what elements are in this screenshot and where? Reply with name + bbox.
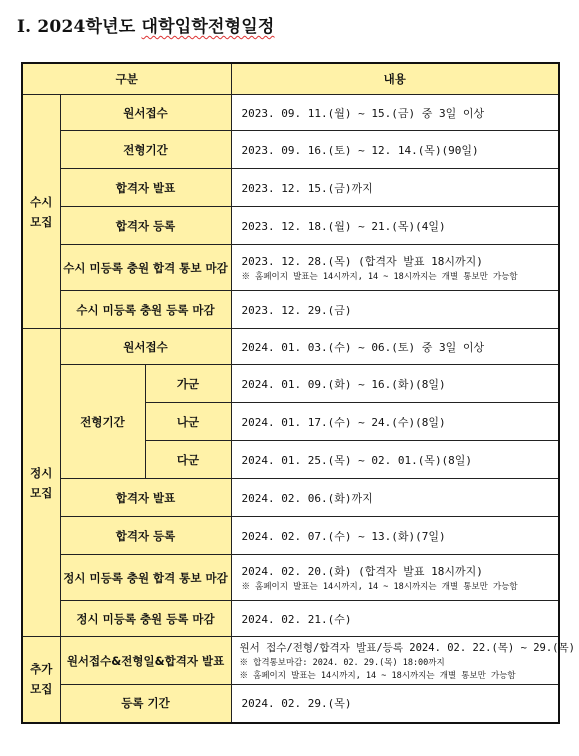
row-value: 2024. 01. 25.(목) ~ 02. 01.(목)(8일): [231, 441, 559, 479]
category-line: 모집: [30, 682, 53, 697]
category-line: 수시: [30, 194, 53, 209]
row-label: 원서접수&전형일&합격자 발표: [60, 637, 231, 685]
category-jeongsi: [22, 329, 60, 637]
group-label: 가군: [145, 365, 231, 403]
value-note: ※ 홈페이지 발표는 14시까지, 14 ~ 18시까지는 개별 통보만 가능함: [241, 582, 518, 592]
row-value: 2023. 12. 15.(금)까지: [231, 169, 559, 207]
row-label: 등록 기간: [60, 685, 231, 723]
value-line: 2023. 12. 28.(목) (합격자 발표 18시까지): [241, 255, 483, 268]
row-label: 정시 미등록 충원 합격 통보 마감: [60, 555, 231, 601]
table-row: [22, 245, 559, 291]
table-row: [22, 291, 559, 329]
value-line: 원서 접수/전형/합격자 발표/등록 2024. 02. 22.(목) ~ 29.(목): [239, 642, 575, 654]
row-label: 합격자 등록: [60, 517, 231, 555]
page-title: [17, 12, 274, 37]
value-line: 2024. 02. 20.(화) (합격자 발표 18시까지): [241, 565, 483, 578]
table-row: [22, 479, 559, 517]
row-value: [231, 637, 575, 685]
value-note: ※ 홈페이지 발표는 14시까지, 14 ~ 18시까지는 개별 통보만 가능함: [241, 272, 518, 282]
table-header-row: [22, 63, 559, 95]
row-label: 합격자 발표: [60, 169, 231, 207]
category-line: 정시: [30, 465, 53, 480]
row-value: 2023. 12. 18.(월) ~ 21.(목)(4일): [231, 207, 559, 245]
table-row: [22, 517, 559, 555]
table-row: [22, 601, 559, 637]
row-label: 원서접수: [60, 329, 231, 365]
row-label: 수시 미등록 충원 등록 마감: [60, 291, 231, 329]
row-value: 2024. 02. 21.(수): [231, 601, 559, 637]
category-susi: [22, 95, 60, 329]
table-row: [22, 365, 559, 403]
header-content: 내용: [231, 63, 559, 95]
table-row: [22, 95, 559, 131]
category-line: 모집: [30, 485, 53, 500]
table-row: [22, 329, 559, 365]
period-label: 전형기간: [60, 365, 145, 479]
row-label: 합격자 등록: [60, 207, 231, 245]
category-chuga: [22, 637, 60, 723]
row-value: 2024. 01. 17.(수) ~ 24.(수)(8일): [231, 403, 559, 441]
table-row: [22, 637, 559, 685]
row-label: 원서접수: [60, 95, 231, 131]
category-line: 모집: [30, 214, 53, 229]
table-row: [22, 555, 559, 601]
header-category: 구분: [22, 63, 231, 95]
group-label: 다군: [145, 441, 231, 479]
row-value: 2023. 12. 29.(금): [231, 291, 559, 329]
value-note: ※ 홈페이지 발표는 14시까지, 14 ~ 18시까지는 개별 통보만 가능함: [239, 671, 516, 681]
group-label: 나군: [145, 403, 231, 441]
row-label: 정시 미등록 충원 등록 마감: [60, 601, 231, 637]
title-underlined: 대학입학전형일정: [141, 17, 275, 37]
row-label: 전형기간: [60, 131, 231, 169]
row-value: 2023. 09. 11.(월) ~ 15.(금) 중 3일 이상: [231, 95, 559, 131]
row-value: 2024. 02. 07.(수) ~ 13.(화)(7일): [231, 517, 559, 555]
table-row: [22, 169, 559, 207]
row-value: 2024. 02. 06.(화)까지: [231, 479, 559, 517]
row-value: 2023. 09. 16.(토) ~ 12. 14.(목)(90일): [231, 131, 559, 169]
value-note: ※ 합격통보마감: 2024. 02. 29.(목) 18:00까지: [239, 658, 445, 668]
title-prefix: I. 2024학년도: [17, 17, 142, 37]
row-value: 2024. 01. 09.(화) ~ 16.(화)(8일): [231, 365, 559, 403]
category-line: 추가: [30, 662, 53, 677]
table-row: [22, 207, 559, 245]
row-label: 수시 미등록 충원 합격 통보 마감: [60, 245, 231, 291]
row-value: 2024. 01. 03.(수) ~ 06.(토) 중 3일 이상: [231, 329, 559, 365]
row-value: [231, 555, 559, 601]
row-label: 합격자 발표: [60, 479, 231, 517]
table-row: [22, 685, 559, 723]
table-row: [22, 131, 559, 169]
row-value: 2024. 02. 29.(목): [231, 685, 559, 723]
row-value: [231, 245, 559, 291]
admission-schedule-table: [21, 62, 575, 724]
